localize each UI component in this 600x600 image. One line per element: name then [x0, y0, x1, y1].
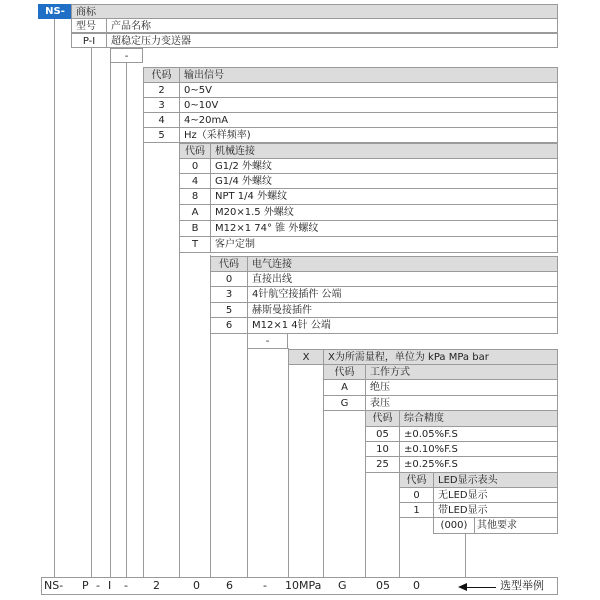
example-part: 05 [376, 579, 390, 592]
mechanical-option: 客户定制 [210, 236, 558, 253]
electrical-code: 0 [210, 271, 248, 287]
workmode-option: 表压 [365, 395, 558, 411]
output-code: 3 [143, 97, 180, 113]
guide-line-range [288, 348, 289, 577]
accuracy-code-header: 代码 [365, 410, 400, 427]
electrical-code-header: 代码 [210, 256, 248, 272]
example-part: 6 [226, 579, 233, 592]
example-part: 0 [193, 579, 200, 592]
accuracy-option: ±0.05%F.S [399, 426, 558, 442]
accuracy-code: 05 [365, 426, 400, 442]
mechanical-code: 8 [179, 188, 211, 205]
electrical-title: 电气连接 [247, 256, 558, 272]
workmode-code-header: 代码 [323, 364, 366, 380]
mechanical-code: T [179, 236, 211, 253]
electrical-option: 4针航空接插件 公端 [247, 286, 558, 303]
electrical-code: 5 [210, 302, 248, 318]
arrow-line [466, 587, 496, 588]
display-code-other: (000) [433, 517, 475, 534]
mechanical-code: 0 [179, 158, 211, 174]
accuracy-option: ±0.25%F.S [399, 456, 558, 473]
electrical-option: M12×1 4针 公端 [247, 317, 558, 334]
range-description: X为所需量程，单位为 kPa MPa bar [323, 349, 558, 365]
workmode-title: 工作方式 [365, 364, 558, 380]
mechanical-option: G1/4 外螺纹 [210, 173, 558, 189]
output-option: 0~5V [179, 82, 558, 98]
example-part: NS- [44, 579, 64, 592]
example-part: 2 [153, 579, 160, 592]
workmode-code: A [323, 379, 366, 396]
electrical-option: 直接出线 [247, 271, 558, 287]
output-code-header: 代码 [143, 67, 180, 83]
ns-badge: NS- [38, 4, 72, 19]
output-code: 2 [143, 82, 180, 98]
example-part: - [124, 579, 128, 592]
guide-line-ns [54, 18, 55, 577]
mechanical-option: NPT 1/4 外螺纹 [210, 188, 558, 205]
range-code: X [288, 349, 324, 365]
mechanical-option: M12×1 74° 锥 外螺纹 [210, 220, 558, 237]
accuracy-code: 25 [365, 456, 400, 473]
guide-line-other [465, 532, 466, 577]
example-part: 10MPa [285, 579, 322, 592]
display-code: 1 [399, 502, 434, 518]
mechanical-code: A [179, 204, 211, 221]
guide-line-i [110, 58, 111, 577]
output-code: 5 [143, 127, 180, 143]
display-option: 无LED显示 [433, 487, 558, 503]
model-label: 型号 [71, 18, 107, 33]
mechanical-code-header: 代码 [179, 143, 211, 159]
separator-dash: - [110, 48, 143, 63]
mechanical-code: B [179, 220, 211, 237]
guide-line-output [143, 68, 144, 577]
mechanical-title: 机械连接 [210, 143, 558, 159]
product-name-label: 产品名称 [106, 18, 558, 33]
example-part: G [338, 579, 347, 592]
guide-line-p [91, 48, 92, 577]
example-part: - [96, 579, 100, 592]
example-part: - [263, 579, 267, 592]
accuracy-title: 综合精度 [399, 410, 558, 427]
display-title: LED显示表头 [433, 472, 558, 488]
display-code: 0 [399, 487, 434, 503]
product-name: 超稳定压力变送器 [106, 33, 558, 48]
example-part: 0 [413, 579, 420, 592]
example-part: P [82, 579, 89, 592]
display-option: 带LED显示 [433, 502, 558, 518]
output-option: 4~20mA [179, 112, 558, 128]
workmode-option: 绝压 [365, 379, 558, 396]
electrical-code: 3 [210, 286, 248, 303]
guide-line-dash1 [126, 60, 127, 577]
example-part: I [108, 579, 112, 592]
accuracy-code: 10 [365, 441, 400, 457]
workmode-code: G [323, 395, 366, 411]
output-code: 4 [143, 112, 180, 128]
model-code: P-I [71, 33, 107, 48]
output-option: Hz（采样频率) [179, 127, 558, 143]
guide-line-dash2 [247, 332, 248, 577]
display-code-header: 代码 [399, 472, 434, 488]
mechanical-option: M20×1.5 外螺纹 [210, 204, 558, 221]
output-signal-title: 输出信号 [179, 67, 558, 83]
example-label: 选型举例 [500, 579, 544, 592]
trademark-label: 商标 [71, 4, 558, 19]
mechanical-code: 4 [179, 173, 211, 189]
electrical-option: 赫斯曼接插件 [247, 302, 558, 318]
electrical-code: 6 [210, 317, 248, 334]
output-option: 0~10V [179, 97, 558, 113]
mechanical-option: G1/2 外螺纹 [210, 158, 558, 174]
display-option-other: 其他要求 [474, 517, 558, 534]
separator-dash: - [247, 333, 288, 349]
accuracy-option: ±0.10%F.S [399, 441, 558, 457]
